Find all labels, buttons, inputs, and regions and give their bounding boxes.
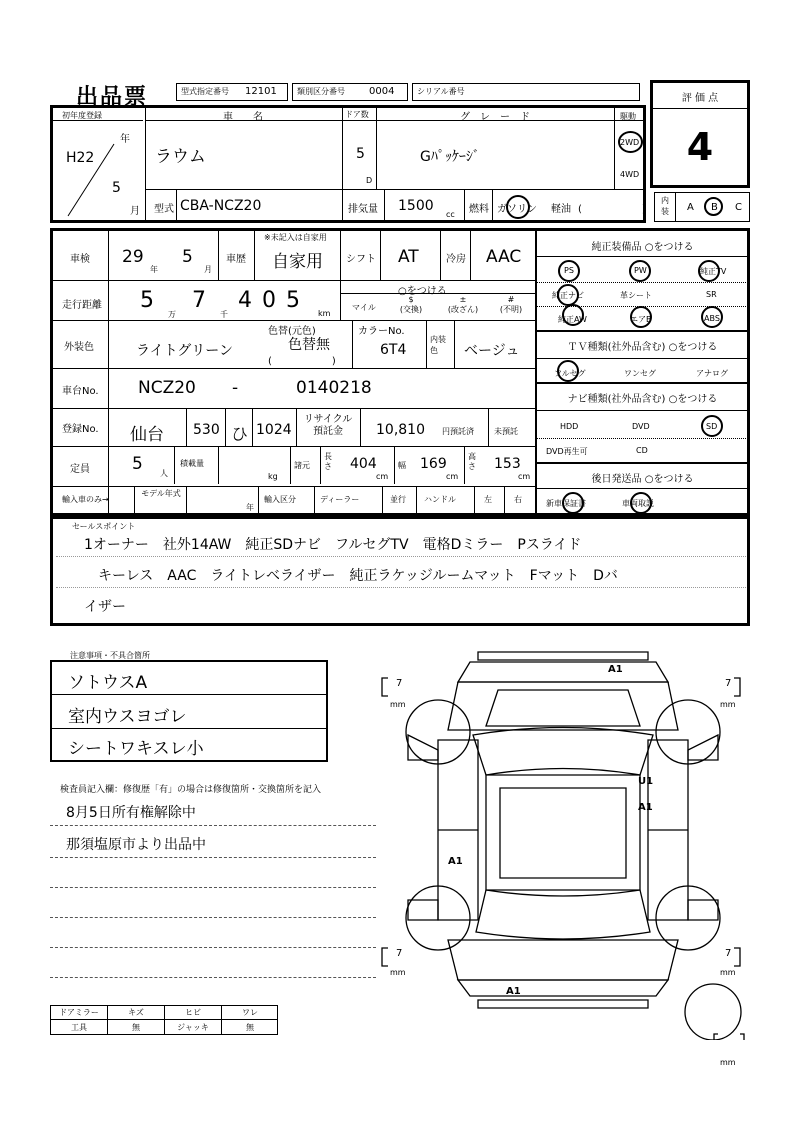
interior-grade-label: 内装 — [661, 196, 669, 216]
color-no-label: カラーNo. — [358, 326, 405, 337]
plate-class: 530 — [193, 422, 220, 438]
drive-4wd: 4WD — [620, 170, 640, 179]
sales-line-2: キーレス AAC ライトレベライザー 純正ラケッジルームマット Fマット Dバ — [98, 568, 618, 584]
shift-value: AT — [398, 247, 419, 267]
mileage-digit-4: 0 — [262, 288, 276, 313]
repaint-value: 色替無 — [288, 337, 330, 353]
type-value: CBA-NCZ20 — [180, 198, 262, 214]
height-value: 153 — [494, 456, 521, 472]
fuel-label: 燃料 — [469, 204, 489, 215]
equip-tv: 純正TV — [700, 267, 727, 276]
equip-navi: 純正ナビ — [552, 291, 584, 300]
inspector-line-1: 8月5日所有権解除中 — [66, 805, 196, 821]
history-note: ※未記入は自家用 — [264, 233, 327, 242]
displacement-value: 1500 — [398, 198, 434, 214]
shift-label: シフト — [346, 254, 376, 265]
class-no-label: 類別区分番号 — [297, 87, 345, 96]
mileage-digit-5: 5 — [286, 288, 300, 313]
note-item-2: 室内ウスヨゴレ — [68, 707, 187, 727]
equip-airbag: エアB — [630, 315, 652, 324]
fuel-gasoline: ガソリン — [497, 204, 537, 215]
equip-aw-circle — [562, 304, 584, 326]
damage-mark-rear-bumper: A1 — [506, 986, 521, 997]
tv-fullseg: フルセグ — [554, 369, 586, 378]
navi-hdd: HDD — [560, 422, 579, 431]
doors-label: ドア数 — [345, 110, 369, 119]
sales-line-1: 1オーナー 社外14AW 純正SDナビ フルセグTV 電格Dミラー Pスライド — [84, 537, 582, 553]
mileage-digit-3: 4 — [238, 288, 252, 313]
type-label: 型式 — [154, 204, 174, 215]
unknown-label: # (不明) — [499, 295, 523, 314]
class-no-box — [292, 83, 408, 101]
displacement-label: 排気量 — [348, 204, 378, 215]
navi-title: ナビ種類(社外品含む) ○をつける — [567, 394, 718, 405]
interior-grade-box: 内装 A B C — [654, 192, 750, 222]
inspection-year: 29 — [122, 247, 144, 267]
tread-rl: 7 — [396, 948, 403, 959]
note-item-3: シートワキスレ小 — [68, 739, 204, 759]
mileage-digit-2: 7 — [192, 288, 206, 313]
later-manual: 車両取説 — [622, 499, 654, 508]
interior-b-circle — [704, 197, 723, 216]
equip-abs: ABS — [704, 314, 720, 323]
ext-color-value: ライトグリーン — [136, 343, 234, 359]
load-label: 積載量 — [180, 459, 204, 468]
note-item-1: ソトウスA — [68, 673, 148, 693]
equip-navi-circle — [557, 284, 579, 306]
equip-leather: 革シート — [620, 291, 652, 300]
import-div-label: 輸入区分 — [264, 495, 296, 504]
plate-area: 仙台 — [130, 425, 164, 445]
dims-label: 諸元 — [294, 461, 310, 470]
equip-airbag-circle — [630, 306, 652, 328]
tread-spare-unit: mm — [720, 1058, 736, 1067]
ext-color-label: 外装色 — [64, 342, 94, 353]
damage-mark-right-door-2: A1 — [638, 802, 653, 813]
capacity-label: 定員 — [70, 464, 90, 475]
later-warranty-circle — [562, 492, 584, 514]
car-diagram — [378, 640, 758, 1040]
doors-value: 5 — [356, 146, 365, 162]
handle-right: 右 — [514, 495, 522, 504]
drive-2wd: 2WD — [620, 138, 640, 147]
sales-line-3: イザー — [84, 599, 126, 615]
tread-fr: 7 — [725, 678, 732, 689]
equip-abs-circle — [701, 306, 723, 328]
int-color-value: ベージュ — [464, 343, 520, 359]
tool-table: ドアミラー キズ ヒビ ワレ 工具 無 ジャッキ 無 — [50, 1005, 278, 1035]
mile-label: マイル — [352, 303, 376, 312]
plate-label: 登録No. — [62, 424, 99, 435]
navi-sd-circle — [701, 415, 723, 437]
tv-title: ＴＶ種類(社外品含む) ○をつける — [567, 342, 718, 353]
equip-sr: SR — [706, 290, 717, 299]
width-value: 169 — [420, 456, 447, 472]
later-warranty: 新車保証書 — [546, 499, 586, 508]
navi-cd: CD — [636, 446, 648, 455]
model-no-label: 型式指定番号 — [181, 87, 229, 96]
fuel-gasoline-circle — [506, 195, 530, 219]
equip-title: 純正装備品 ○をつける — [591, 242, 694, 253]
ac-value: AAC — [486, 247, 522, 267]
model-no-value: 12101 — [245, 86, 277, 97]
ac-label: 冷房 — [446, 254, 466, 265]
chassis-model: NCZ20 — [138, 378, 196, 398]
first-reg-era: H22 — [66, 150, 95, 166]
chassis-label: 車台No. — [62, 386, 99, 397]
dealer-option: ディーラー — [320, 495, 360, 504]
equip-ps: PS — [564, 266, 574, 275]
notes-box — [50, 660, 328, 762]
repaint-label: 色替(元色) — [268, 326, 316, 337]
handle-left: 左 — [484, 495, 492, 504]
later-title: 後日発送品 ○をつける — [591, 474, 694, 485]
int-color-label: 内装色 — [430, 335, 446, 355]
navi-sd: SD — [706, 422, 718, 431]
tv-fullseg-circle — [557, 360, 579, 382]
score-box — [650, 80, 750, 188]
navi-dvd-play: DVD再生可 — [546, 447, 588, 456]
inspection-month: 5 — [182, 247, 193, 267]
sales-point-label: セールスポイント — [72, 522, 136, 531]
equip-pw-circle — [629, 260, 651, 282]
plate-kana: ひ — [231, 425, 248, 445]
tamper-label: ± (改ざん) — [447, 295, 479, 314]
drive-label: 駆動 — [620, 112, 636, 121]
chassis-number: 0140218 — [296, 378, 372, 398]
later-manual-circle — [630, 492, 652, 514]
model-no-box — [176, 83, 288, 101]
color-no-value: 6T4 — [380, 342, 407, 358]
form-title: 出品票 — [76, 85, 149, 110]
recycle-label: リサイクル預託金 — [303, 414, 353, 437]
handle-label: ハンドル — [424, 495, 456, 504]
damage-mark-front-bumper: A1 — [608, 664, 623, 675]
tv-analog: アナログ — [696, 369, 728, 378]
equip-tv-circle — [698, 260, 720, 282]
first-reg-month: 5 — [112, 180, 121, 196]
length-value: 404 — [350, 456, 377, 472]
model-year-label: モデル年式 — [141, 489, 181, 498]
recycle-not-deposited: 未預託 — [494, 427, 518, 436]
inspector-line-2: 那須塩原市より出品中 — [66, 837, 206, 853]
grade-value: Gﾊﾟｯｹｰｼﾞ — [420, 149, 480, 165]
fuel-diesel: 軽油 — [551, 204, 571, 215]
inspection-label: 車検 — [70, 254, 90, 265]
damage-mark-left-rear: A1 — [448, 856, 463, 867]
equip-pw: PW — [634, 266, 647, 275]
car-name-label: 車 名 — [223, 112, 263, 123]
plate-number: 1024 — [256, 422, 292, 438]
capacity-value: 5 — [132, 454, 143, 474]
score-value: 4 — [686, 125, 714, 169]
recycle-value: 10,810 — [376, 422, 425, 438]
history-label: 車歴 — [226, 254, 246, 265]
equip-aw: 純正AW — [558, 315, 587, 324]
inspector-label: 検査員記入欄：修復歴「有」の場合は修復箇所・交換箇所を記入 — [60, 785, 322, 795]
tread-fl: 7 — [396, 678, 403, 689]
notes-label: 注意事項・不具合箇所 — [70, 651, 150, 660]
serial-label: シリアル番号 — [417, 87, 465, 96]
score-label: 評 価 点 — [653, 89, 747, 109]
class-no-value: 0004 — [369, 86, 395, 97]
mileage-digit-1: 5 — [140, 288, 154, 313]
history-value: 自家用 — [272, 252, 323, 272]
mileage-label: 走行距離 — [62, 300, 102, 311]
car-name: ラウム — [155, 147, 206, 167]
mileage-circle-note: ○をつける — [398, 286, 447, 297]
parallel-option: 並行 — [390, 495, 406, 504]
import-label: 輸入車のみ→ — [62, 495, 109, 504]
first-reg-label: 初年度登録 — [62, 111, 102, 120]
grade-label: グ レ ー ド — [460, 112, 530, 123]
navi-dvd: DVD — [632, 422, 650, 431]
drive-2wd-circle — [618, 131, 643, 153]
serial-box — [412, 83, 640, 101]
tread-rr: 7 — [725, 948, 732, 959]
damage-mark-right-door: U1 — [638, 776, 654, 787]
tv-oneseg: ワンセグ — [624, 369, 656, 378]
equip-ps-circle — [558, 260, 580, 282]
swap-label: $ (交換) — [399, 295, 423, 314]
